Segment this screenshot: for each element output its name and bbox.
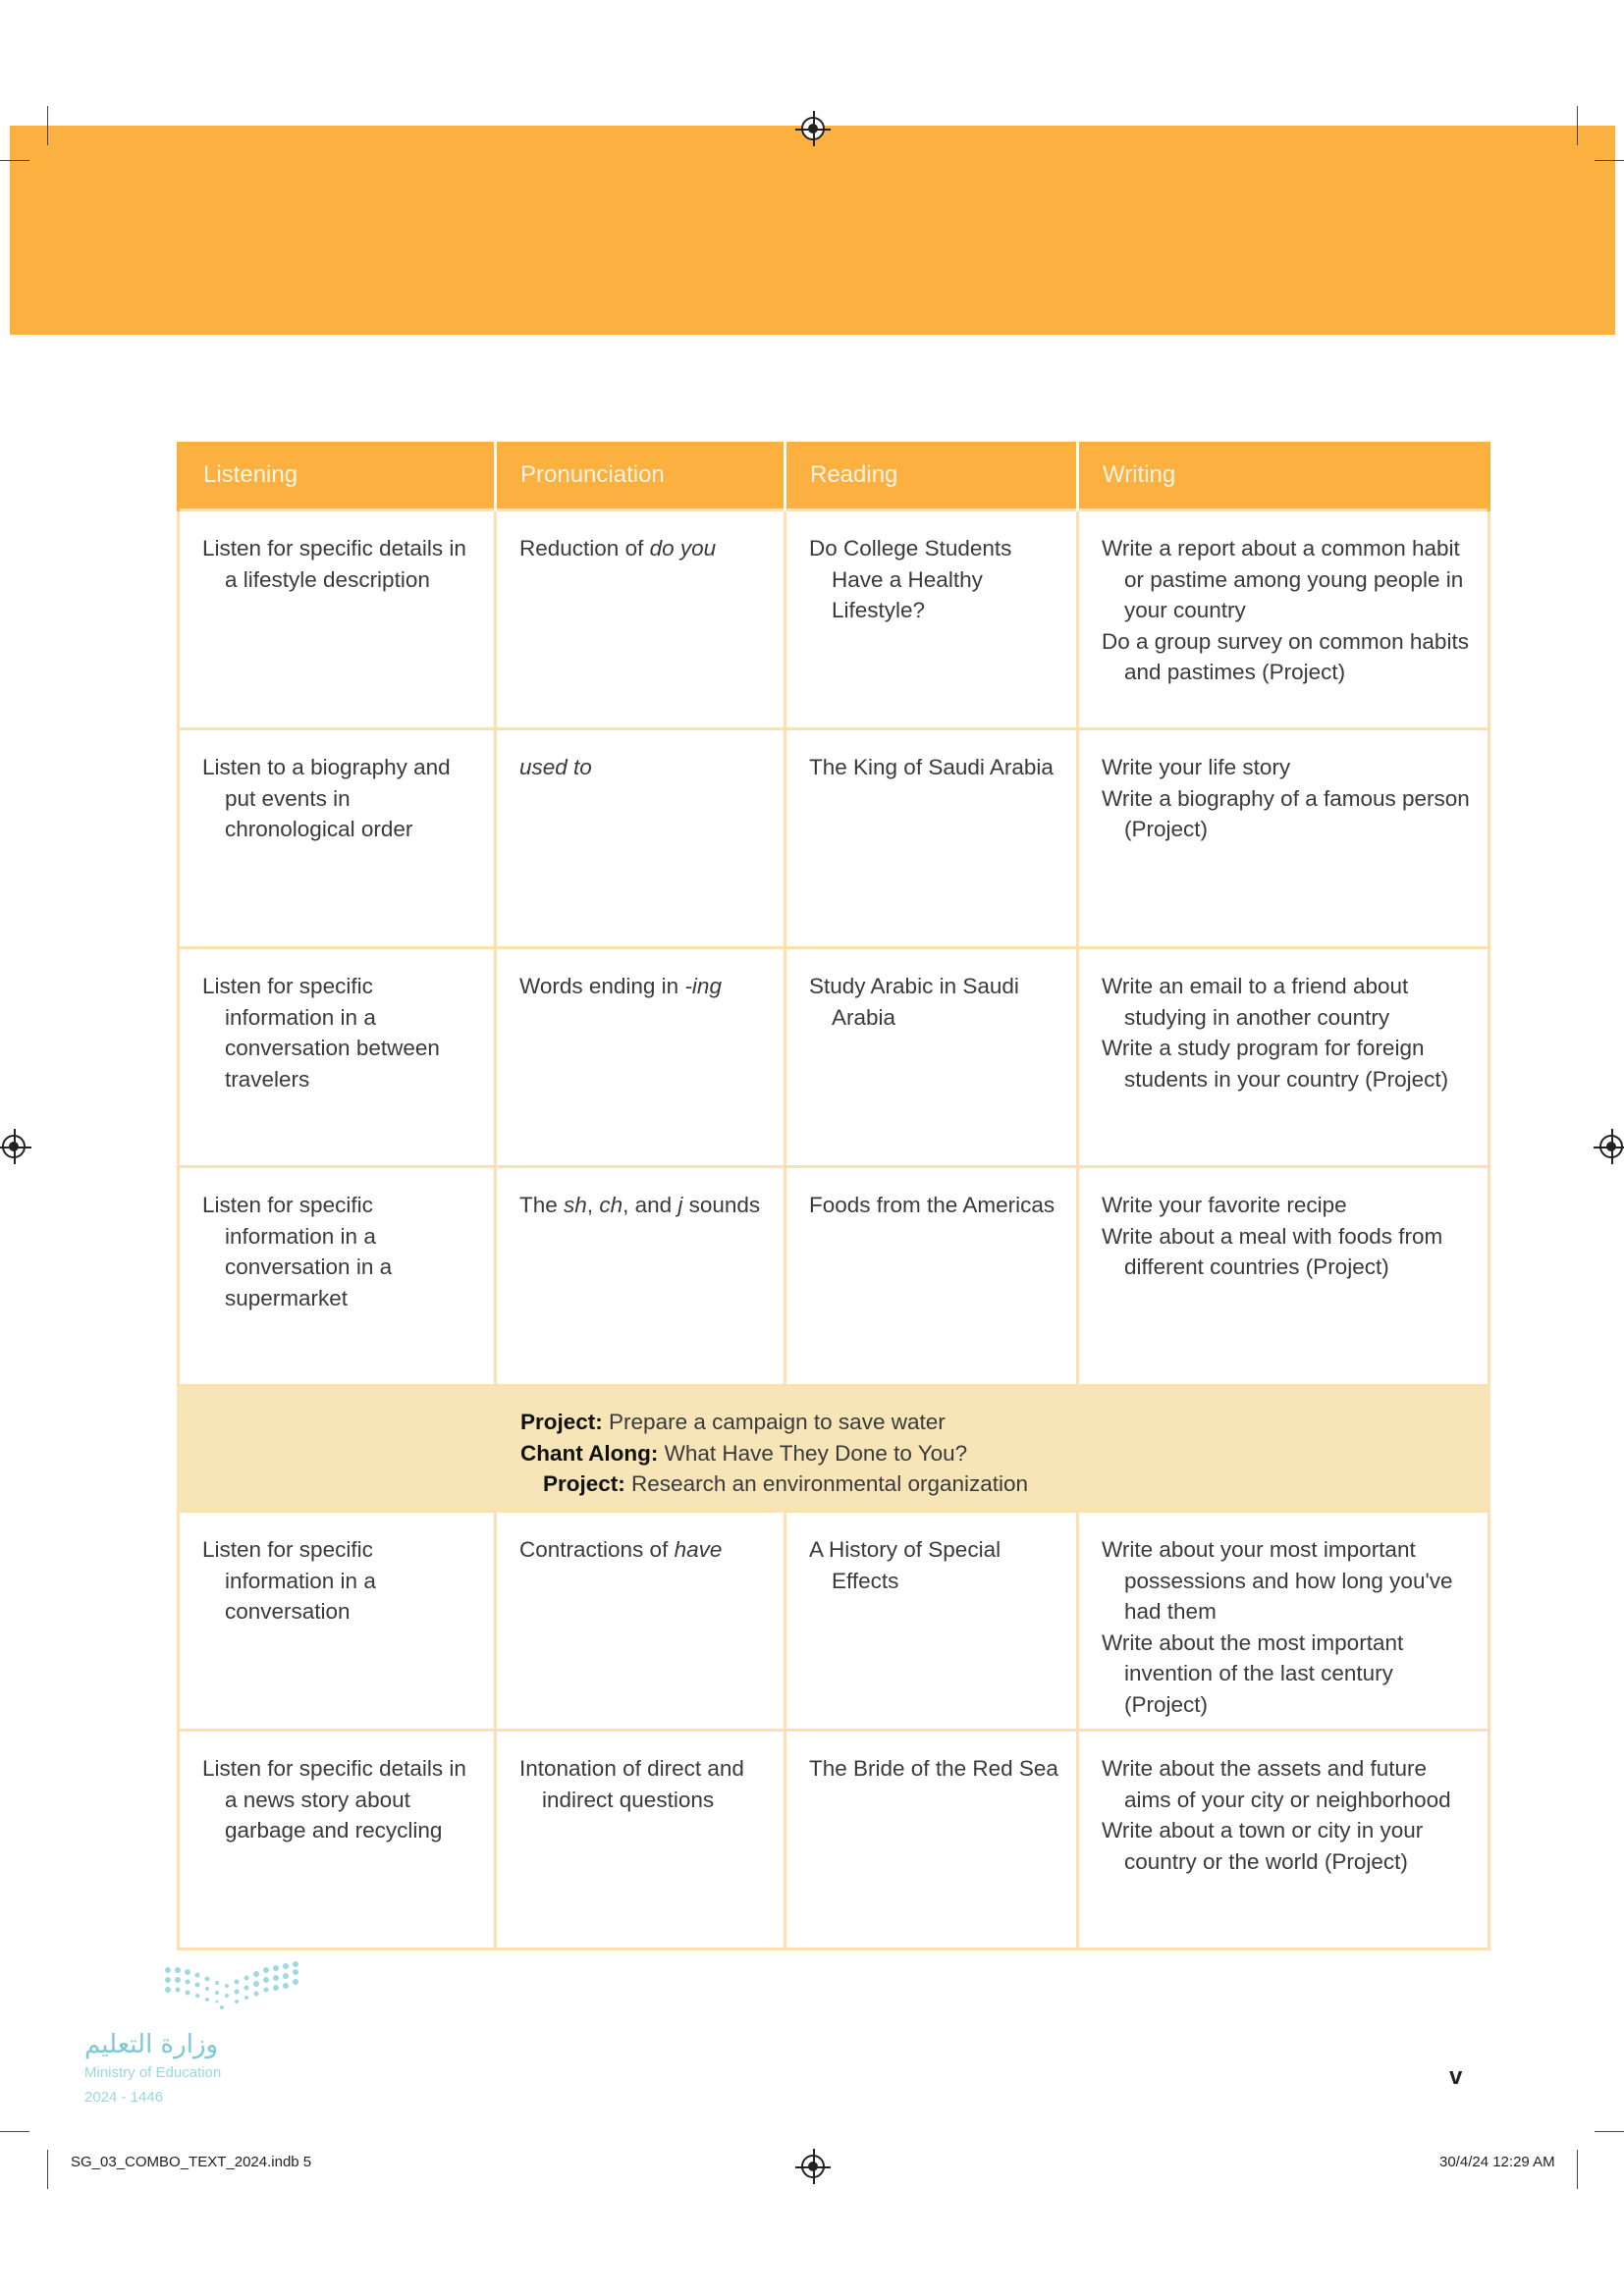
writing-cell: Write a report about a common habit or pastime among young people in your country Do a group survey on common habits and pastimes (Project): [1078, 510, 1489, 729]
listening-cell: Listen for specific information in a conversation between travelers: [179, 948, 496, 1167]
header-reading: Reading: [785, 442, 1078, 510]
writing-cell: Write an email to a friend about studying in another country Write a study program for foreign students in your country (Project): [1078, 948, 1489, 1167]
reading-cell: A History of Special Effects: [785, 1512, 1078, 1731]
table-row: [179, 729, 1489, 948]
crop-mark: [1595, 160, 1624, 161]
listening-cell: Listen for specific details in a news story about garbage and recycling: [179, 1731, 496, 1949]
print-slug-file: SG_03_COMBO_TEXT_2024.indb 5: [71, 2154, 312, 2170]
listening-cell: Listen for specific details in a lifestyle description: [179, 510, 496, 729]
registration-mark-icon: [801, 2155, 825, 2178]
pronunciation-cell: Contractions of have: [496, 1512, 785, 1731]
reading-cell: Foods from the Americas: [785, 1167, 1078, 1386]
reading-cell: Do College Students Have a Healthy Lifestyle?: [785, 510, 1078, 729]
listening-cell: Listen to a biography and put events in chronological order: [179, 729, 496, 948]
pronunciation-cell: Reduction of do you: [496, 510, 785, 729]
header-listening: Listening: [179, 442, 496, 510]
pronunciation-cell: The sh, ch, and j sounds: [496, 1167, 785, 1386]
pronunciation-cell: used to: [496, 729, 785, 948]
page-number: v: [1449, 2063, 1463, 2090]
writing-cell: Write your favorite recipe Write about a meal with foods from different countries (Project): [1078, 1167, 1489, 1386]
listening-cell: Listen for specific information in a conversation: [179, 1512, 496, 1731]
crop-mark: [1577, 106, 1578, 145]
crop-mark: [0, 2131, 29, 2132]
writing-cell: Write about the assets and future aims of your city or neighborhood Write about a town or city in your country or the world (Project): [1078, 1731, 1489, 1949]
pronunciation-cell: Words ending in -ing: [496, 948, 785, 1167]
crop-mark: [1595, 2131, 1624, 2132]
reading-cell: The Bride of the Red Sea: [785, 1731, 1078, 1949]
scope-table: [177, 442, 1490, 1950]
writing-cell: Write about your most important possessions and how long you've had them Write about the most important invention of the last century (Project): [1078, 1512, 1489, 1731]
writing-cell: Write your life story Write a biography of a famous person (Project): [1078, 729, 1489, 948]
table-header-row: [179, 442, 1489, 510]
registration-mark-icon: [801, 117, 825, 140]
registration-mark-icon: [1599, 1135, 1623, 1158]
table-row: [179, 510, 1489, 729]
reading-cell: The King of Saudi Arabia: [785, 729, 1078, 948]
crop-mark: [47, 2150, 48, 2189]
header-writing: Writing: [1078, 442, 1489, 510]
registration-mark-icon: [2, 1135, 26, 1158]
logo-year-text: 2024 - 1446: [84, 2089, 164, 2106]
listening-cell: Listen for specific information in a conversation in a supermarket: [179, 1167, 496, 1386]
logo-arabic-text: وزارة التعليم: [84, 2030, 219, 2059]
header-pronunciation: Pronunciation: [496, 442, 785, 510]
print-slug-date: 30/4/24 12:29 AM: [1439, 2154, 1555, 2170]
table-row: [179, 948, 1489, 1167]
project-band-cell: [179, 1386, 1489, 1512]
table-row: [179, 1512, 1489, 1731]
crop-mark: [47, 106, 48, 145]
table-row: [179, 1731, 1489, 1949]
crop-mark: [1577, 2150, 1578, 2189]
header-banner: [10, 126, 1615, 335]
crop-mark: [0, 160, 29, 161]
pronunciation-cell: Intonation of direct and indirect questions: [496, 1731, 785, 1949]
project-band: [179, 1386, 1489, 1512]
project-line-2: Project: Research an environmental organization: [543, 1471, 1029, 1496]
reading-cell: Study Arabic in Saudi Arabia: [785, 948, 1078, 1167]
chant-line: Chant Along: What Have They Done to You?: [520, 1440, 968, 1466]
table-row: [179, 1167, 1489, 1386]
logo-english-text: Ministry of Education: [84, 2064, 222, 2081]
project-line: Project: Prepare a campaign to save water: [520, 1410, 946, 1434]
